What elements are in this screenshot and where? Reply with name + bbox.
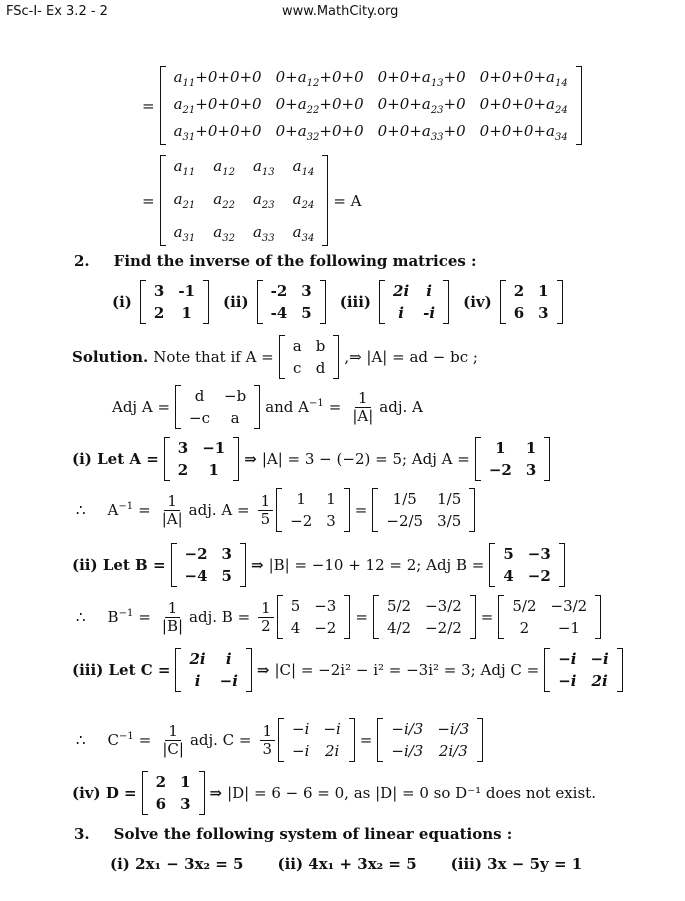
matrix-cell: 3 <box>221 545 232 563</box>
matrix-cell: 1 <box>538 282 549 300</box>
q3-items <box>110 855 616 873</box>
expansion-cell: $0+a_{22}+0+0$ <box>275 95 364 116</box>
expansion-cell: $0+0+0+a_{24}$ <box>479 95 568 116</box>
q3-equation: (i) 2x₁ − 3x₂ = 5 <box>110 855 244 873</box>
question-3 <box>74 825 517 843</box>
inverse-matrix <box>372 488 475 532</box>
eq-sign: = <box>138 731 152 749</box>
matrix-cell: 2i <box>591 672 608 690</box>
matrix-cell: c <box>293 359 302 377</box>
matrix-cell: −3/2 <box>425 597 462 615</box>
matrix-b <box>171 543 246 587</box>
equals-a: = A <box>333 191 362 210</box>
matrix-cell: −2 <box>488 461 512 479</box>
a-matrix-row <box>142 155 367 246</box>
eq-sign: = <box>142 191 155 210</box>
matrix-cell: d <box>315 359 326 377</box>
matrix-cell: −i <box>292 720 310 738</box>
matrix-cell: -4 <box>270 304 288 322</box>
matrix-cell: 1 <box>208 461 219 479</box>
inverse-matrix <box>377 718 483 762</box>
scalar-fraction: $\frac{1}{5}$ <box>258 493 274 528</box>
matrix-cell: −1 <box>557 619 580 637</box>
eq-sign: = <box>359 731 373 749</box>
inv-lhs: C <box>107 731 120 749</box>
matrix-cell: 1 <box>525 439 537 457</box>
scalar-fraction: $\frac{1}{3}$ <box>260 723 276 758</box>
matrix-cell: 2i <box>393 282 410 300</box>
q3-text: Solve the following system of linear equations : <box>113 825 513 843</box>
matrix-cell: 5/2 <box>512 597 537 615</box>
det-b: |B| = −10 + 12 = 2; Adj B = <box>268 556 485 574</box>
part-i-let: (i) Let A = <box>72 450 159 468</box>
eq-sign: = <box>328 398 342 416</box>
matrix-cell: 3 <box>180 795 191 813</box>
adj-matrix <box>175 385 260 429</box>
q2-number: 2. <box>74 252 90 270</box>
matrix-cell: d <box>194 387 205 405</box>
expansion-cell: $0+a_{32}+0+0$ <box>275 122 364 143</box>
a-matrix-cell: $a_{12}$ <box>213 157 235 178</box>
matrix-cell: −3/2 <box>550 597 588 615</box>
matrix-cell: 3 <box>538 304 549 322</box>
part-iii-let: (iii) Let C = <box>72 661 171 679</box>
q2-matrix <box>379 280 449 324</box>
a-matrix-cell: $a_{11}$ <box>173 157 196 178</box>
det-d: |D| = 6 − 6 = 0, as |D| = 0 so D⁻¹ does not exist. <box>227 784 596 802</box>
matrix-a <box>164 437 239 481</box>
matrix-cell: −2 <box>290 512 313 530</box>
expansion-cell: $a_{31}+0+0+0$ <box>173 122 262 143</box>
matrix-cell: 1 <box>180 773 191 791</box>
q2-label: (ii) <box>223 293 249 311</box>
matrix-cell: −b <box>224 387 247 405</box>
matrix-cell: 1/5 <box>392 490 417 508</box>
a-matrix-cell: $a_{22}$ <box>213 190 235 211</box>
matrix-cell: 1 <box>495 439 506 457</box>
eq-sign: = <box>355 608 368 626</box>
matrix-cell: 3 <box>301 282 312 300</box>
header-url: www.MathCity.org <box>282 4 399 19</box>
matrix-cell: −i <box>323 720 341 738</box>
solution-note: Note that if A = <box>153 348 274 366</box>
matrix-cell: b <box>315 337 326 355</box>
part-iii-row <box>72 648 628 692</box>
generic-matrix <box>279 335 340 379</box>
matrix-cell: −c <box>189 409 211 427</box>
matrix-cell: 5 <box>221 567 232 585</box>
matrix-cell: 5 <box>503 545 514 563</box>
matrix-cell: 4/2 <box>386 619 412 637</box>
expansion-row <box>142 66 587 145</box>
implies-sign: ⇒ <box>250 556 264 574</box>
q2-label: (iv) <box>463 293 492 311</box>
adj-text: adj. B = <box>189 608 251 626</box>
eq-sign: = <box>354 501 368 519</box>
matrix-cell: -2 <box>270 282 288 300</box>
matrix-cell: 2 <box>155 773 167 791</box>
implies-sign: ⇒ <box>256 661 270 679</box>
matrix-cell: 5/2 <box>386 597 412 615</box>
matrix-cell: −4 <box>184 567 208 585</box>
matrix-cell: −i <box>558 650 577 668</box>
question-2 <box>74 252 482 270</box>
matrix-cell: a <box>292 337 302 355</box>
matrix-cell: 1 <box>326 490 336 508</box>
matrix-cell: −2 <box>314 619 337 637</box>
matrix-cell: −3 <box>314 597 337 615</box>
adj-matrix <box>278 718 355 762</box>
eq-sign: = <box>480 608 494 626</box>
expansion-cell: $0+0+a_{33}+0$ <box>377 122 466 143</box>
matrix-cell: 3 <box>525 461 537 479</box>
solution-row <box>72 335 483 379</box>
matrix-cell: i <box>194 672 201 690</box>
a-matrix-cell: $a_{23}$ <box>252 190 275 211</box>
part-ii-row <box>72 543 570 587</box>
and-a-label: and $A^{-1}$ <box>265 398 324 416</box>
matrix-c <box>175 648 251 692</box>
q2-label: (iii) <box>339 293 372 311</box>
matrix-cell: 3 <box>177 439 189 457</box>
expansion-cell: $0+0+a_{13}+0$ <box>377 68 466 89</box>
adj-matrix <box>277 595 351 639</box>
adj-tail: adj. A <box>379 398 423 416</box>
inv-lhs: B <box>107 608 119 626</box>
matrix-cell: -1 <box>178 282 196 300</box>
q2-text: Find the inverse of the following matrices : <box>113 252 477 270</box>
matrix-cell: −i <box>558 672 577 690</box>
fraction: $\frac{1}{|A|}$ <box>161 491 183 528</box>
matrix-cell: 6 <box>155 795 167 813</box>
matrix-cell: −i <box>219 672 238 690</box>
matrix-cell: 5 <box>290 597 301 615</box>
q2-matrix <box>140 280 209 324</box>
matrix-cell: −2 <box>527 567 551 585</box>
header-left: FSc-I- Ex 3.2 - 2 <box>6 4 108 19</box>
matrix-cell: 2 <box>519 619 530 637</box>
adj-matrix <box>276 488 350 532</box>
matrix-cell: -i <box>423 304 436 322</box>
matrix-cell: 2 <box>153 304 165 322</box>
adj-b-matrix <box>489 543 564 587</box>
matrix-cell: i <box>426 282 432 300</box>
matrix-cell: 2i <box>324 742 340 760</box>
eq-sign: = <box>138 501 151 519</box>
matrix-cell: 1 <box>181 304 192 322</box>
a-matrix-cell: $a_{24}$ <box>292 190 315 211</box>
matrix-cell: 2i <box>189 650 206 668</box>
expansion-cell: $0+0+0+a_{14}$ <box>479 68 568 89</box>
therefore-sign: ∴ <box>76 608 86 626</box>
matrix-cell: 4 <box>290 619 301 637</box>
det-a: |A| = 3 − (−2) = 5; Adj A = <box>261 450 470 468</box>
fraction: $\frac{1}{|A|}$ <box>352 388 374 425</box>
adj-row <box>112 385 428 429</box>
matrix-cell: −2/5 <box>386 512 424 530</box>
q2-matrix <box>500 280 563 324</box>
inverse-matrix <box>498 595 601 639</box>
q3-number: 3. <box>74 825 90 843</box>
matrix-cell: −1 <box>202 439 226 457</box>
adj-label: Adj A = <box>112 398 171 416</box>
expansion-cell: $0+0+0+a_{34}$ <box>479 122 568 143</box>
matrix-cell: −i/3 <box>391 742 424 760</box>
a-matrix-cell: $a_{34}$ <box>292 223 315 244</box>
matrix-cell: i <box>398 304 404 322</box>
eq-sign: = <box>138 608 151 626</box>
a-matrix <box>160 155 329 246</box>
expansion-cell: $a_{11}+0+0+0$ <box>173 68 262 89</box>
matrix-cell: 2 <box>513 282 525 300</box>
part-i-inverse: ∴ $A^{-1}$ = $\frac{1}{|A|}$ adj. A = $\frac{1}{5}$ 1 1 −2 3 = 1/5 1/5 −2/5 3/5 <box>76 488 480 532</box>
matrix-cell: a <box>230 409 240 427</box>
a-matrix-cell: $a_{14}$ <box>292 157 315 178</box>
q3-equation: (ii) 4x₁ + 3x₂ = 5 <box>277 855 417 873</box>
matrix-cell: −2 <box>184 545 208 563</box>
part-i-row <box>72 437 555 481</box>
matrix-cell: −i <box>590 650 609 668</box>
matrix-cell: 5 <box>301 304 312 322</box>
matrix-cell: −3 <box>527 545 551 563</box>
inverse-step-matrix <box>373 595 476 639</box>
solution-label: Solution. <box>72 348 149 366</box>
matrix-cell: 2i/3 <box>438 742 468 760</box>
determinant-formula: ,⇒ |A| = ad − bc ; <box>344 348 478 366</box>
matrix-cell: 6 <box>513 304 525 322</box>
expansion-cell: $a_{21}+0+0+0$ <box>173 95 262 116</box>
expansion-cell: $0+a_{12}+0+0$ <box>275 68 364 89</box>
matrix-cell: 3/5 <box>437 512 462 530</box>
part-iv-let: (iv) D = <box>72 784 137 802</box>
adj-a-matrix <box>475 437 550 481</box>
implies-sign: ⇒ <box>209 784 223 802</box>
matrix-cell: −i <box>292 742 310 760</box>
a-matrix-cell: $a_{32}$ <box>213 223 235 244</box>
a-matrix-cell: $a_{31}$ <box>173 223 196 244</box>
matrix-cell: 4 <box>503 567 514 585</box>
part-ii-inverse: ∴ $B^{-1}$ = $\frac{1}{|B|}$ adj. B = $\frac{1}{2}$ 5 −3 4 −2 = 5/2 −3/2 4/2 −2/2 = 5/2 −3/2 2 −1 <box>76 595 606 639</box>
therefore-sign: ∴ <box>76 501 86 519</box>
inv-lhs: A <box>107 501 119 519</box>
adj-text: adj. C = <box>189 731 252 749</box>
q3-equation: (iii) 3x − 5y = 1 <box>450 855 583 873</box>
fraction: $\frac{1}{|C|}$ <box>162 721 184 758</box>
eq-sign: = <box>142 96 155 115</box>
matrix-cell: −2/2 <box>425 619 462 637</box>
a-matrix-cell: $a_{33}$ <box>252 223 275 244</box>
det-c: |C| = −2i² − i² = −3i² = 3; Adj C = <box>274 661 540 679</box>
matrix-cell: 1/5 <box>437 490 462 508</box>
matrix-cell: 2 <box>177 461 189 479</box>
part-ii-let: (ii) Let B = <box>72 556 166 574</box>
part-iv-row <box>72 771 601 815</box>
part-iii-inverse: ∴ $C^{-1}$ = $\frac{1}{|C|}$ adj. C = $\frac{1}{3}$ −i −i −i 2i = −i/3 −i/3 −i/3 2i/3 <box>76 718 488 762</box>
implies-sign: ⇒ <box>244 450 257 468</box>
matrix-d <box>142 771 205 815</box>
matrix-cell: 3 <box>326 512 336 530</box>
therefore-sign: ∴ <box>76 731 86 749</box>
matrix-cell: −i/3 <box>391 720 424 738</box>
adj-c-matrix <box>544 648 623 692</box>
q2-matrices <box>112 280 577 324</box>
matrix-cell: −i/3 <box>437 720 470 738</box>
a-matrix-cell: $a_{21}$ <box>173 190 196 211</box>
matrix-cell: 1 <box>296 490 306 508</box>
a-matrix-cell: $a_{13}$ <box>252 157 275 178</box>
adj-text: adj. A = <box>188 501 250 519</box>
q2-matrix <box>257 280 326 324</box>
matrix-cell: i <box>225 650 232 668</box>
expansion-matrix <box>160 66 582 145</box>
q2-label: (i) <box>112 293 132 311</box>
matrix-cell: 3 <box>153 282 165 300</box>
expansion-cell: $0+0+a_{23}+0$ <box>377 95 466 116</box>
scalar-fraction: $\frac{1}{2}$ <box>258 600 274 635</box>
fraction: $\frac{1}{|B|}$ <box>161 598 184 635</box>
